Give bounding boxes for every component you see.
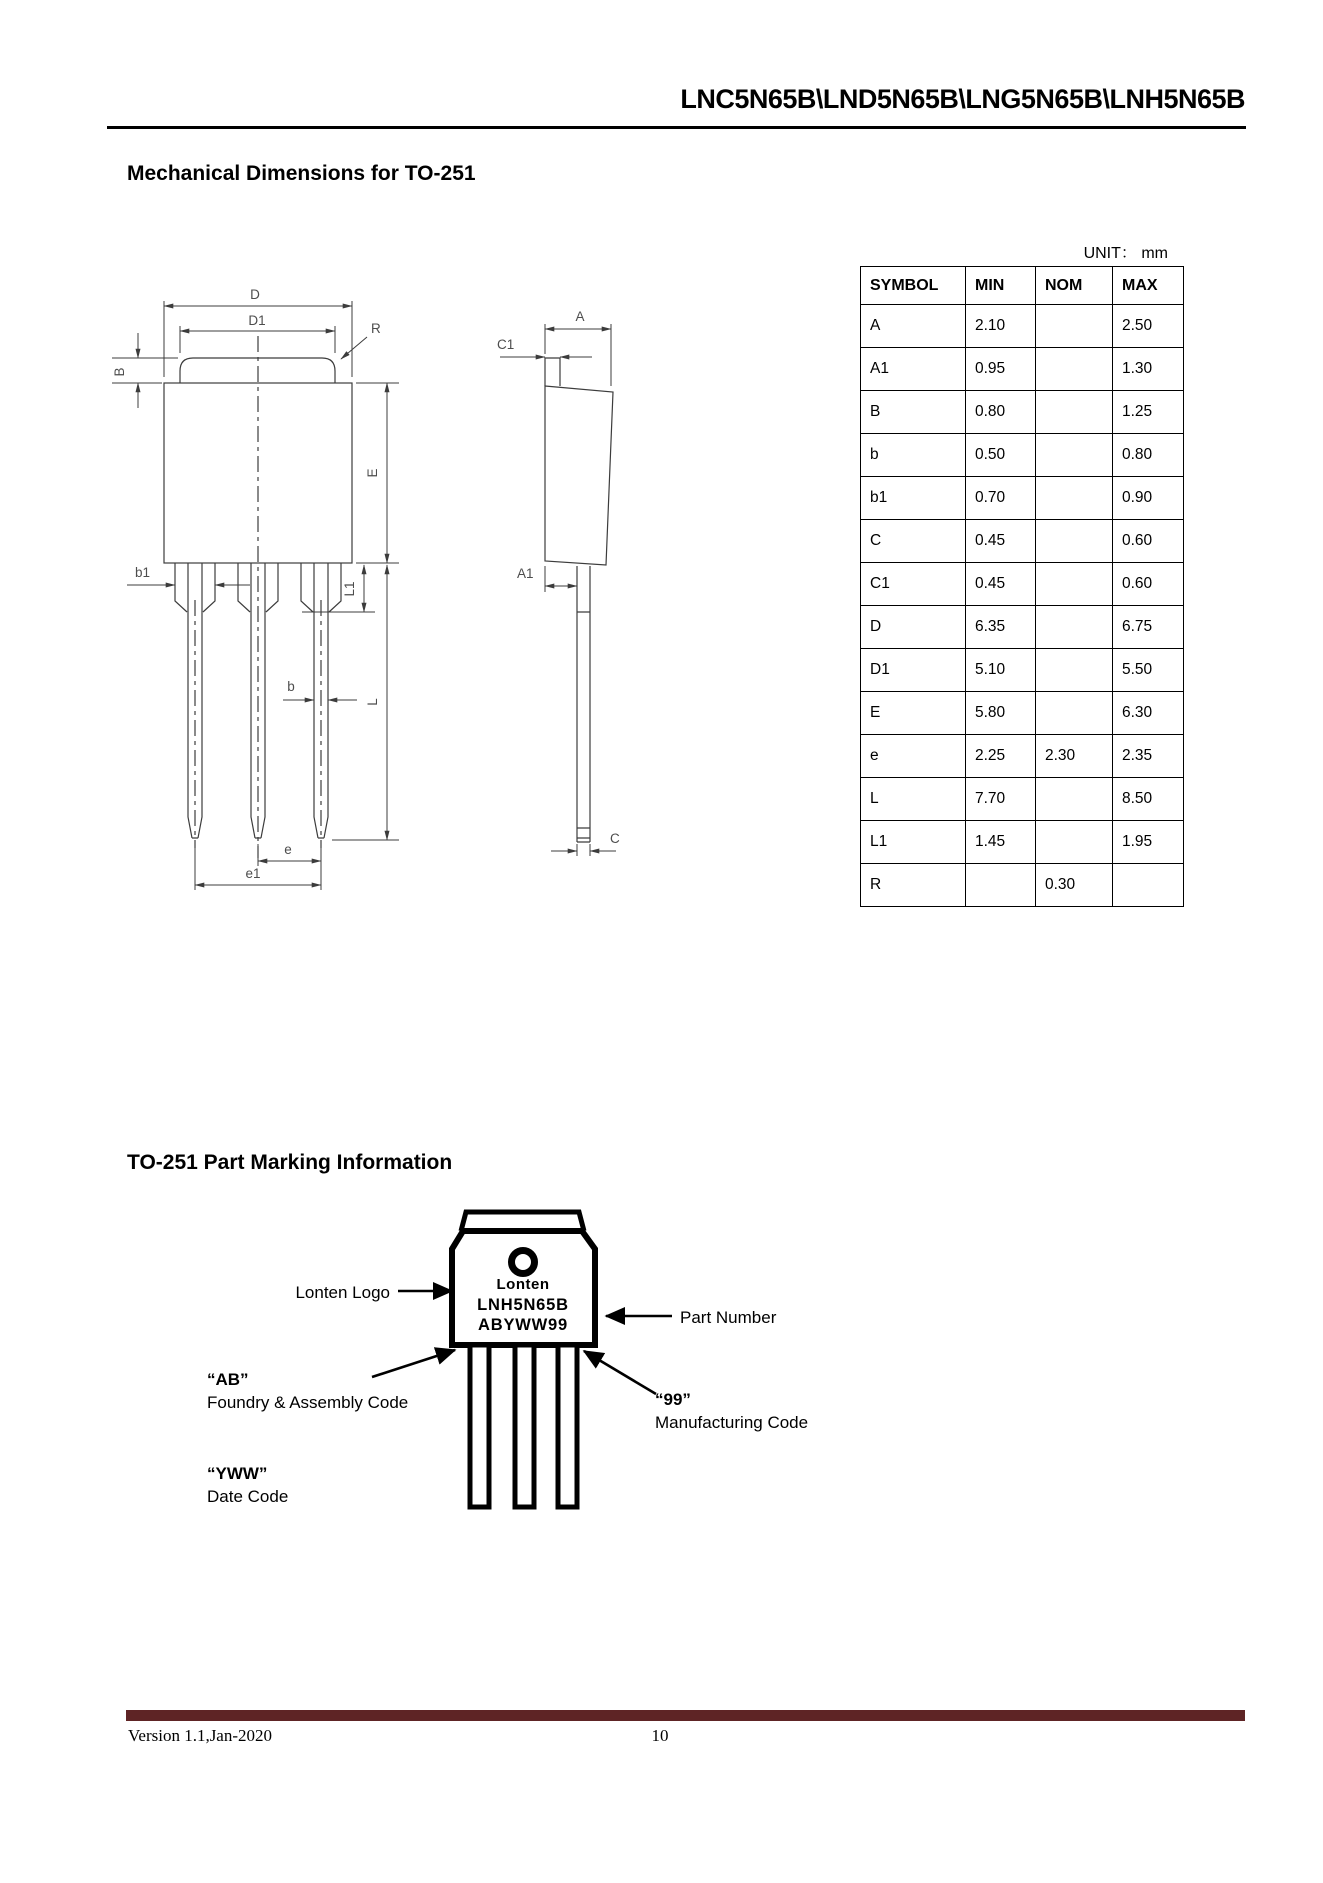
table-cell-max: 1.30 xyxy=(1113,348,1184,391)
foundry-code-desc: Foundry & Assembly Code xyxy=(207,1393,409,1412)
table-header-cell: MIN xyxy=(966,267,1036,305)
table-cell-max: 2.35 xyxy=(1113,735,1184,778)
dim-label-D: D xyxy=(250,287,260,302)
manufacturing-code-callout xyxy=(655,1388,808,1434)
package-body-side xyxy=(545,386,613,565)
table-cell-symbol: b xyxy=(861,434,966,477)
table-cell-symbol: L1 xyxy=(861,821,966,864)
lonten-logo-callout: Lonten Logo xyxy=(295,1283,390,1302)
dim-label-L: L xyxy=(365,698,380,706)
table-cell-max: 0.60 xyxy=(1113,563,1184,606)
table-cell-min: 0.80 xyxy=(966,391,1036,434)
table-cell-min: 2.25 xyxy=(966,735,1036,778)
table-cell-max: 5.50 xyxy=(1113,649,1184,692)
table-header-cell: SYMBOL xyxy=(861,267,966,305)
table-cell-min: 5.80 xyxy=(966,692,1036,735)
dim-label-A1: A1 xyxy=(517,566,534,581)
table-cell-symbol: A1 xyxy=(861,348,966,391)
marking-leg-1 xyxy=(470,1345,489,1507)
mech-dimensions-title: Mechanical Dimensions for TO-251 xyxy=(127,162,476,185)
table-cell-symbol: B xyxy=(861,391,966,434)
table-cell-max: 0.90 xyxy=(1113,477,1184,520)
dim-label-A: A xyxy=(575,309,585,324)
table-cell-min: 2.10 xyxy=(966,305,1036,348)
footer-page-number: 10 xyxy=(651,1726,669,1745)
table-cell-max: 0.80 xyxy=(1113,434,1184,477)
footer-version: Version 1.1,Jan-2020 xyxy=(128,1726,273,1745)
dim-label-D1: D1 xyxy=(248,313,266,328)
table-cell-min: 0.45 xyxy=(966,520,1036,563)
table-cell-symbol: C xyxy=(861,520,966,563)
dim-label-C: C xyxy=(610,831,620,846)
dim-label-L1: L1 xyxy=(342,581,357,597)
table-cell-symbol: L xyxy=(861,778,966,821)
table-cell-min: 0.50 xyxy=(966,434,1036,477)
package-tab-side xyxy=(545,358,560,386)
table-cell-min: 1.45 xyxy=(966,821,1036,864)
table-cell-max: 1.95 xyxy=(1113,821,1184,864)
table-cell-nom: 0.30 xyxy=(1036,864,1113,907)
table-cell-min: 7.70 xyxy=(966,778,1036,821)
table-cell-max: 0.60 xyxy=(1113,520,1184,563)
mfg-callout-arrow xyxy=(584,1351,656,1394)
marking-logo-text: Lonten xyxy=(496,1276,550,1293)
marking-code: ABYWW99 xyxy=(478,1316,568,1334)
table-cell-min: 5.10 xyxy=(966,649,1036,692)
lonten-logo-icon xyxy=(512,1251,535,1274)
table-cell-symbol: b1 xyxy=(861,477,966,520)
table-cell-min: 0.70 xyxy=(966,477,1036,520)
table-cell-max: 6.30 xyxy=(1113,692,1184,735)
table-cell-nom: 2.30 xyxy=(1036,735,1113,778)
pin-side xyxy=(577,566,590,842)
front-view-drawing xyxy=(112,287,399,890)
dim-label-B: B xyxy=(112,367,127,377)
table-cell-symbol: E xyxy=(861,692,966,735)
table-cell-max: 6.75 xyxy=(1113,606,1184,649)
table-cell-symbol: e xyxy=(861,735,966,778)
table-cell-symbol: R xyxy=(861,864,966,907)
date-code-callout xyxy=(207,1462,288,1508)
dim-label-R: R xyxy=(371,321,381,336)
part-marking-diagram xyxy=(372,1212,672,1507)
table-header-cell: NOM xyxy=(1036,267,1113,305)
marking-leg-3 xyxy=(558,1345,577,1507)
table-cell-symbol: A xyxy=(861,305,966,348)
side-view-drawing xyxy=(497,309,620,856)
table-cell-min: 0.95 xyxy=(966,348,1036,391)
dim-label-E: E xyxy=(365,468,380,478)
table-cell-min: 0.45 xyxy=(966,563,1036,606)
unit-label: UNIT： mm xyxy=(1083,245,1168,262)
marking-leg-2 xyxy=(515,1345,534,1507)
table-cell-max: 8.50 xyxy=(1113,778,1184,821)
date-code-desc: Date Code xyxy=(207,1487,289,1506)
dim-label-b: b xyxy=(287,679,295,694)
date-code-quote: “YWW” xyxy=(207,1464,268,1483)
dim-label-e1: e1 xyxy=(245,866,261,881)
footer-bar xyxy=(126,1710,1245,1721)
table-cell-max: 2.50 xyxy=(1113,305,1184,348)
dim-label-b1: b1 xyxy=(135,565,151,580)
manufacturing-code-desc: Manufacturing Code xyxy=(655,1413,809,1432)
part-marking-title: TO-251 Part Marking Information xyxy=(127,1151,453,1174)
table-cell-max: 1.25 xyxy=(1113,391,1184,434)
foundry-code-quote: “AB” xyxy=(207,1370,249,1389)
foundry-code-callout xyxy=(207,1368,408,1414)
table-cell-symbol: C1 xyxy=(861,563,966,606)
table-cell-symbol: D1 xyxy=(861,649,966,692)
marking-part-number: LNH5N65B xyxy=(477,1296,569,1314)
page-header-part-numbers: LNC5N65B\LND5N65B\LNG5N65B\LNH5N65B xyxy=(680,84,1245,114)
manufacturing-code-quote: “99” xyxy=(655,1390,691,1409)
table-cell-symbol: D xyxy=(861,606,966,649)
dim-label-C1: C1 xyxy=(497,337,515,352)
dim-label-e: e xyxy=(284,842,292,857)
table-cell-min: 6.35 xyxy=(966,606,1036,649)
part-number-callout: Part Number xyxy=(680,1308,777,1327)
table-header-cell: MAX xyxy=(1113,267,1184,305)
